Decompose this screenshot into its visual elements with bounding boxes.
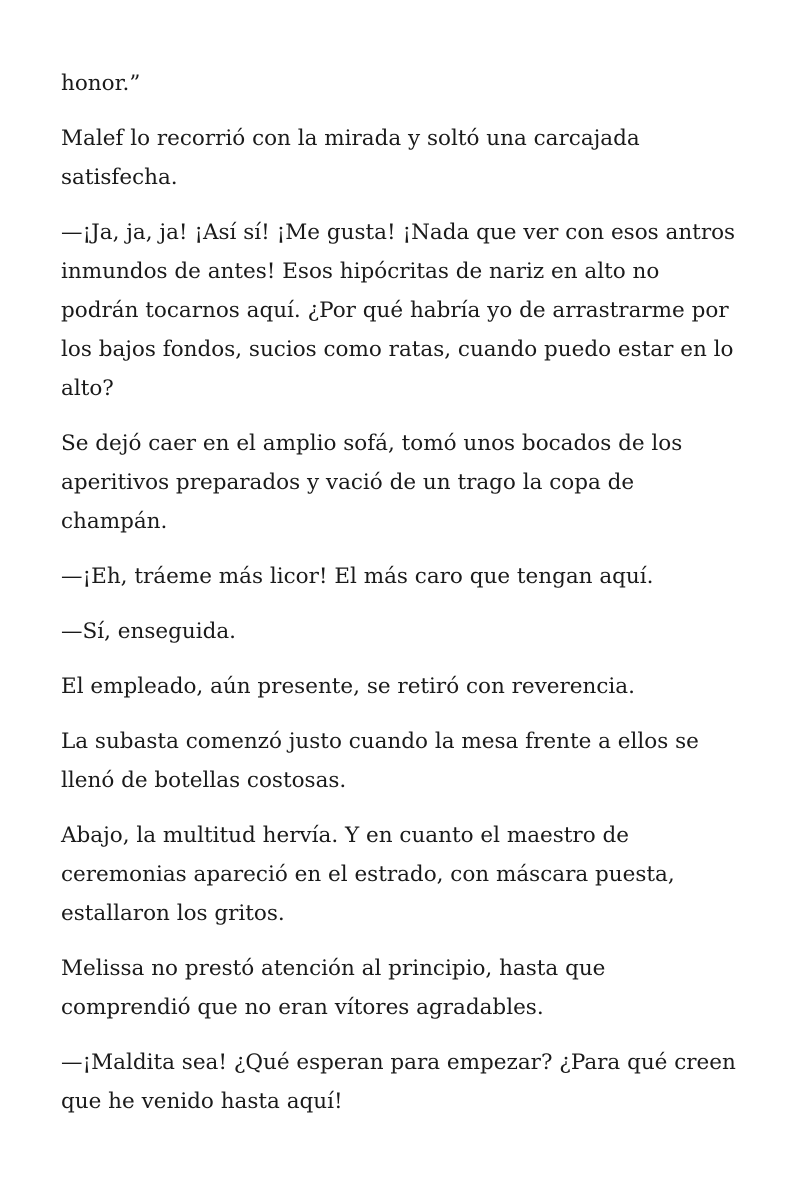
paragraph-4: Se dejó caer en el amplio sofá, tomó unos bocados de los aperitivos preparados y vació de un trago la copa de champán. (61, 431, 683, 534)
paragraph-7: El empleado, aún presente, se retiró con reverencia. (61, 674, 635, 699)
paragraph-2: Malef lo recorrió con la mirada y soltó una carcajada satisfecha. (61, 126, 640, 190)
paragraph-9: Abajo, la multitud hervía. Y en cuanto el maestro de ceremonias apareció en el estrado, con máscara puesta, estallaron los gritos. (61, 823, 675, 926)
paragraph-1: honor.” (61, 71, 141, 96)
paragraph-6: —Sí, enseguida. (61, 619, 237, 644)
paragraph-5: —¡Eh, tráeme más licor! El más caro que tengan aquí. (61, 564, 654, 589)
paragraph-8: La subasta comenzó justo cuando la mesa frente a ellos se llenó de botellas costosas. (61, 729, 699, 793)
paragraph-10: Melissa no prestó atención al principio, hasta que comprendió que no eran vítores agradables. (61, 956, 606, 1020)
paragraph-11: —¡Maldita sea! ¿Qué esperan para empezar? ¿Para qué creen que he venido hasta aquí! (61, 1050, 736, 1114)
paragraph-3: —¡Ja, ja, ja! ¡Así sí! ¡Me gusta! ¡Nada que ver con esos antros inmundos de antes! Esos hipócritas de nariz en alto no podrán tocarnos aquí. ¿Por qué habría yo de arrastrarme por los bajos fondos, sucios como ratas, cuando puedo estar en lo alto? (61, 220, 736, 401)
